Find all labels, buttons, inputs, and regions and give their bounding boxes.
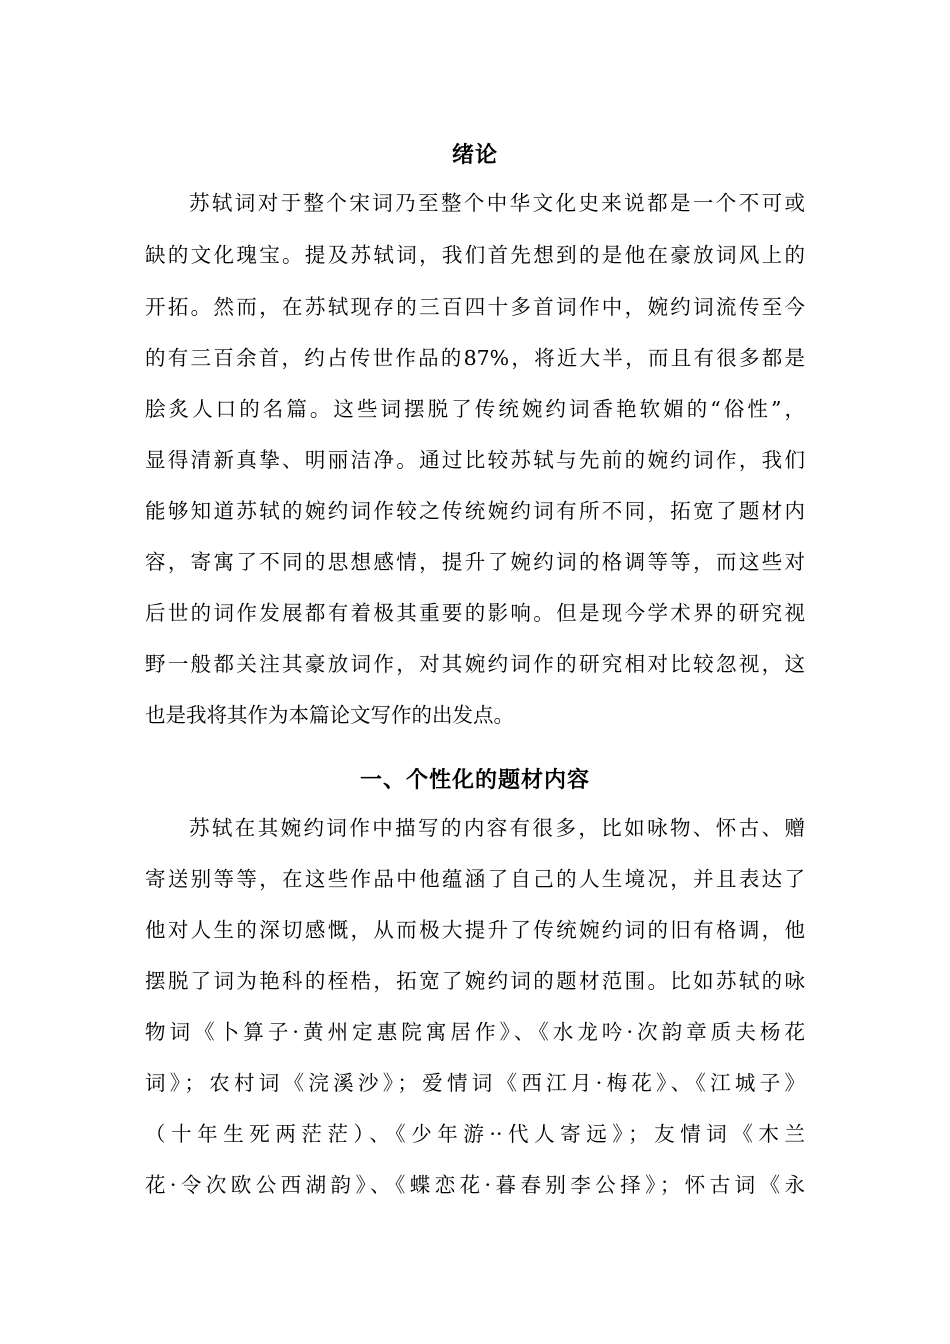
paragraph-line: 词》；农村词《浣溪沙》；爱情词《西江月·梅花》、《江城子》 bbox=[145, 1071, 805, 1095]
paragraph-line: 寄送别等等，在这些作品中他蕴涵了自己的人生境况，并且表达了 bbox=[145, 867, 805, 891]
paragraph-line: 缺的文化瑰宝。提及苏轼词，我们首先想到的是他在豪放词风上的 bbox=[145, 243, 805, 267]
paragraph-line: 容，寄寓了不同的思想感情，提升了婉约词的格调等等，而这些对 bbox=[145, 550, 805, 574]
paragraph-line: 摆脱了词为艳科的桎梏，拓宽了婉约词的题材范围。比如苏轼的咏 bbox=[145, 969, 805, 993]
paragraph-line: 他对人生的深切感慨，从而极大提升了传统婉约词的旧有格调，他 bbox=[145, 918, 805, 942]
paragraph-line: 物词《卜算子·黄州定惠院寓居作》、《水龙吟·次韵章质夫杨花 bbox=[145, 1020, 805, 1044]
paragraph-line: 显得清新真挚、明丽洁净。通过比较苏轼与先前的婉约词作，我们 bbox=[145, 448, 805, 472]
paragraph-line: 也是我将其作为本篇论文写作的出发点。 bbox=[145, 703, 514, 727]
paragraph-line: 的有三百余首，约占传世作品的87%，将近大半，而且有很多都是 bbox=[145, 346, 805, 370]
paragraph-line: 花·令次欧公西湖韵》、《蝶恋花·暮春别李公择》；怀古词《永 bbox=[145, 1173, 805, 1197]
paragraph-line: 脍炙人口的名篇。这些词摆脱了传统婉约词香艳软媚的“俗性”， bbox=[145, 397, 805, 421]
paragraph-line: 后世的词作发展都有着极其重要的影响。但是现今学术界的研究视 bbox=[145, 601, 805, 625]
section-title-introduction: 绪论 bbox=[451, 143, 498, 168]
paragraph-line: 苏轼在其婉约词作中描写的内容有很多，比如咏物、怀古、赠 bbox=[189, 816, 805, 840]
paragraph-line: （十年生死两茫茫）、《少年游··代人寄远》；友情词《木兰 bbox=[145, 1122, 805, 1146]
paragraph-line: 能够知道苏轼的婉约词作较之传统婉约词有所不同，拓宽了题材内 bbox=[145, 499, 805, 523]
paragraph-line: 开拓。然而，在苏轼现存的三百四十多首词作中，婉约词流传至今 bbox=[145, 295, 805, 319]
paragraph-line: 苏轼词对于整个宋词乃至整个中华文化史来说都是一个不可或 bbox=[189, 191, 805, 215]
section-title-personalized-subject-matter: 一、个性化的题材内容 bbox=[359, 768, 590, 793]
paragraph-line: 野一般都关注其豪放词作，对其婉约词作的研究相对比较忽视，这 bbox=[145, 652, 805, 676]
